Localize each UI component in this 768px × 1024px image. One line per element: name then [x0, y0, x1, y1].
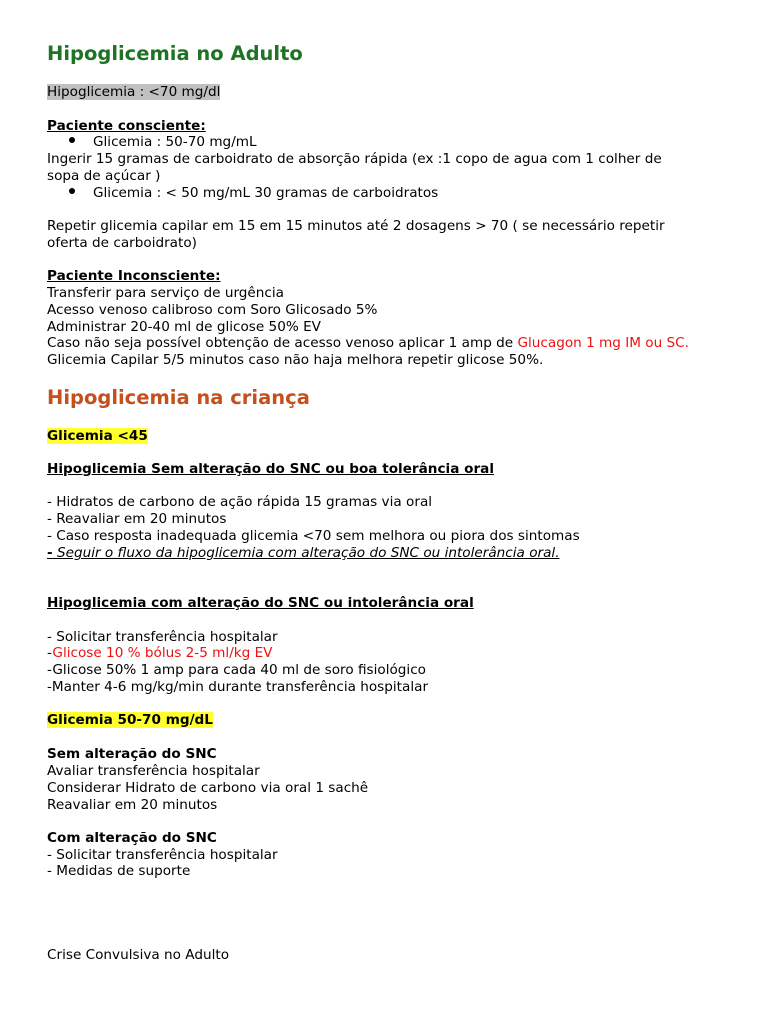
unconscious-last-line: Glicemia Capilar 5/5 minutos caso não haja melhora repetir glicose 50%.: [47, 352, 544, 368]
no-snc-line-1: Avaliar transferência hospitalar: [47, 763, 260, 779]
conscious-line-1: Ingerir 15 gramas de carboidrato de absorção rápida (ex :1 copo de agua com 1 colher de: [47, 151, 662, 167]
section2-line-1: - Solicitar transferência hospitalar: [47, 629, 278, 645]
section2-red-text: Glicose 10 % bólus 2-5 ml/kg EV: [52, 645, 273, 661]
adult-title: Hipoglicemia no Adulto: [47, 42, 303, 65]
repeat-line-1: Repetir glicemia capilar em 15 em 15 minutos até 2 dosagens > 70 ( se necessário repetir: [47, 218, 665, 234]
glicemia-lt45: [47, 428, 148, 445]
adult-threshold: [47, 84, 220, 101]
no-snc-heading: Sem alteração do SNC: [47, 746, 217, 762]
adult-threshold-text: Hipoglicemia : <70 mg/dl: [47, 84, 221, 100]
section2-line-4: -Manter 4-6 mg/kg/min durante transferência hospitalar: [47, 679, 429, 695]
section1-italic-text: Seguir o fluxo da hipoglicemia com alteração do SNC ou intolerância oral.: [52, 545, 560, 561]
unconscious-line-3: Administrar 20-40 ml de glicose 50% EV: [47, 319, 321, 335]
unconscious-line-1: Transferir para serviço de urgência: [47, 285, 284, 301]
glicemia-lt45-text: Glicemia <45: [47, 428, 148, 444]
glucagon-dose: Glucagon 1 mg IM ou SC.: [517, 335, 689, 351]
conscious-heading: Paciente consciente:: [47, 118, 206, 134]
conscious-bullet-2: [47, 185, 438, 202]
section1-line-1: - Hidratos de carbono de ação rápida 15 gramas via oral: [47, 494, 433, 510]
section1-heading: Hipoglicemia Sem alteração do SNC ou boa tolerância oral: [47, 461, 494, 477]
section1-line-3: - Caso resposta inadequada glicemia <70 sem melhora ou piora dos sintomas: [47, 528, 580, 544]
conscious-bullet-1: [47, 134, 257, 151]
section2-heading: Hipoglicemia com alteração do SNC ou intolerância oral: [47, 595, 474, 611]
bullet-icon: [69, 137, 75, 143]
with-snc-line-2: - Medidas de suporte: [47, 863, 191, 879]
no-snc-line-3: Reavaliar em 20 minutos: [47, 797, 218, 813]
section2-red-dash: -: [47, 645, 53, 661]
section1-italic-dash: -: [47, 545, 53, 561]
section1-italic-line: [47, 545, 560, 562]
conscious-bullet-2-text: Glicemia : < 50 mg/mL 30 gramas de carboidratos: [93, 185, 439, 201]
section1-line-2: - Reavaliar em 20 minutos: [47, 511, 227, 527]
conscious-bullet-1-text: Glicemia : 50-70 mg/mL: [93, 134, 257, 150]
conscious-line-2: sopa de açúcar ): [47, 168, 161, 184]
repeat-line-2: oferta de carboidrato): [47, 235, 197, 251]
with-snc-line-1: - Solicitar transferência hospitalar: [47, 847, 278, 863]
bullet-icon: [69, 188, 75, 194]
unconscious-line-2: Acesso venoso calibroso com Soro Glicosado 5%: [47, 302, 378, 318]
glicemia-50-70: [47, 712, 213, 729]
child-title: Hipoglicemia na criança: [47, 386, 310, 409]
no-snc-line-2: Considerar Hidrato de carbono via oral 1 sachê: [47, 780, 369, 796]
glucagon-line: [47, 335, 689, 352]
with-snc-heading: Com alteração do SNC: [47, 830, 217, 846]
next-topic: Crise Convulsiva no Adulto: [47, 947, 230, 963]
section2-line-3: -Glicose 50% 1 amp para cada 40 ml de soro fisiológico: [47, 662, 426, 678]
glicemia-50-70-text: Glicemia 50-70 mg/dL: [47, 712, 213, 728]
section2-red-line: [47, 645, 272, 662]
unconscious-heading: Paciente Inconsciente:: [47, 268, 221, 284]
glucagon-prefix: Caso não seja possível obtenção de acesso venoso aplicar 1 amp de: [47, 335, 518, 351]
